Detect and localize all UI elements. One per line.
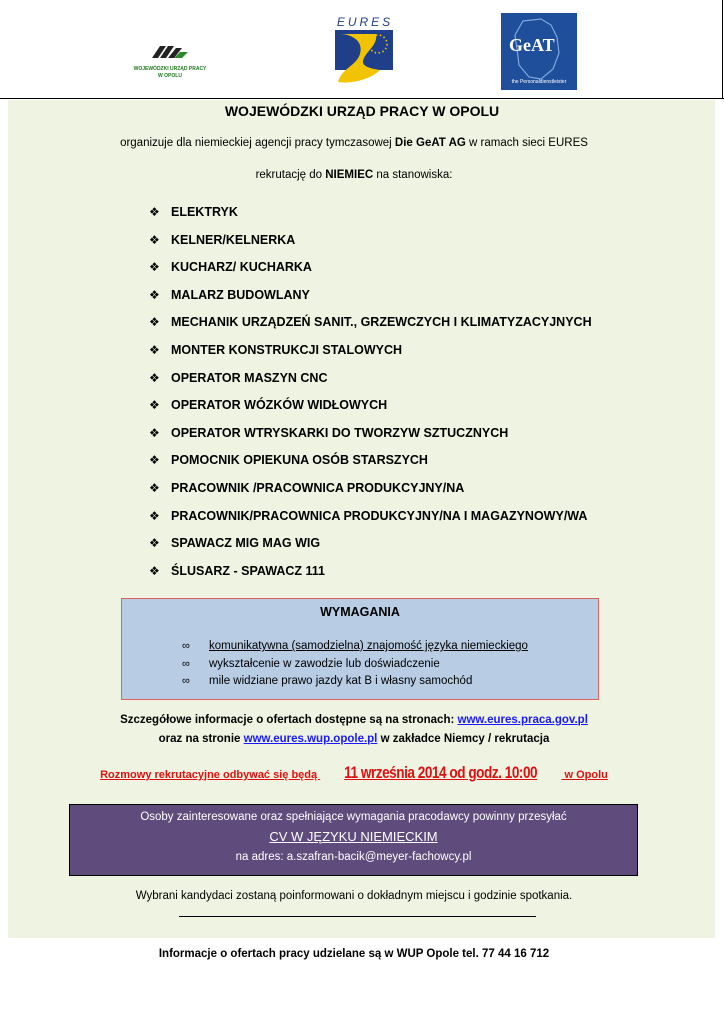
list-item: ∞ mile widziane prawo jazdy kat B i własny samochód [182,673,528,691]
wup-logo [130,40,210,90]
diamond-bullet-icon: ❖ [149,563,160,578]
chosen-candidates-note: Wybrani kandydaci zostaną poinformowani o dokładnym miejscu i godzinie spotkania. [135,890,573,902]
list-item: ❖ ŚLUSARZ - SPAWACZ 111 [149,560,592,588]
header-side-border [722,0,723,99]
list-item: ❖ MALARZ BUDOWLANY [149,284,592,312]
eures-wup-opole-link[interactable]: www.eures.wup.opole.pl [243,733,378,745]
list-item: ∞ wykształcenie w zawodzie lub doświadczenie [182,656,528,674]
header [0,0,724,100]
wup-logo-icon [130,40,210,66]
geat-logo-subtitle: the Personaldienstleister [511,79,567,85]
eures-logo [330,14,400,90]
requirements-box [121,598,599,700]
diamond-bullet-icon: ❖ [149,260,160,275]
eures-praca-link[interactable]: www.eures.praca.gov.pl [457,714,588,726]
list-item: ❖ POMOCNIK OPIEKUNA OSÓB STARSZYCH [149,449,592,477]
diamond-bullet-icon: ❖ [149,287,160,302]
job-list [149,201,592,587]
divider [179,916,536,917]
infinity-bullet-icon: ∞ [182,640,190,652]
diamond-bullet-icon: ❖ [149,398,160,413]
diamond-bullet-icon: ❖ [149,205,160,219]
diamond-bullet-icon: ❖ [149,453,160,468]
list-item: ❖ OPERATOR MASZYN CNC [149,367,592,395]
diamond-bullet-icon: ❖ [149,232,160,247]
infinity-bullet-icon: ∞ [182,675,190,687]
requirements-title: WYMAGANIA [320,605,400,619]
intro-line-2: rekrutację do NIEMIEC na stanowiska: [255,169,453,181]
diamond-bullet-icon: ❖ [149,370,160,385]
list-item: ❖ MECHANIK URZĄDZEŃ SANIT., GRZEWCZYCH I KLIMATYZACYJNYCH [149,311,592,339]
list-item: ❖ SPAWACZ MIG MAG WIG [149,532,592,560]
geat-logo-text: GeAT [509,35,555,55]
application-email: na adres: a.szafran-bacik@meyer-fachowcy.pl [235,851,472,863]
application-line-2: CV W JĘZYKU NIEMIECKIM [269,829,438,844]
geat-logo [501,13,577,90]
infinity-bullet-icon: ∞ [182,657,190,670]
page-title: WOJEWÓDZKI URZĄD PRACY W OPOLU [224,103,500,119]
footer-contact: Informacje o ofertach pracy udzielane są w WUP Opole tel. 77 44 16 712 [158,948,550,960]
diamond-bullet-icon: ❖ [149,425,160,440]
list-item: ∞ komunikatywna (samodzielna) znajomość języka niemieckiego [182,638,528,656]
country-name: NIEMIEC [325,169,374,181]
diamond-bullet-icon: ❖ [149,342,160,357]
info-line-2: oraz na stronie www.eures.wup.opole.pl w zakładce Niemcy / rekrutacja [158,733,550,745]
list-item: ❖ KELNER/KELNERKA [149,229,592,257]
list-item: ❖ OPERATOR WTRYSKARKI DO TWORZYW SZTUCZNYCH [149,422,592,450]
company-name: Die GeAT AG [394,137,466,149]
list-item: ❖ KUCHARZ/ KUCHARKA [149,256,592,284]
list-item: ❖ PRACOWNIK/PRACOWNICA PRODUKCYJNY/NA I MAGAZYNOWY/WA [149,505,592,533]
diamond-bullet-icon: ❖ [149,536,160,551]
header-divider [0,98,724,99]
list-item: ❖ MONTER KONSTRUKCJI STALOWYCH [149,339,592,367]
application-line-1: Osoby zainteresowane oraz spełniające wymagania pracodawcy powinny przesyłać [140,811,567,823]
list-item: ❖ PRACOWNIK /PRACOWNICA PRODUKCYJNY/NA [149,477,592,505]
meeting-date: 11 września 2014 od godz. 10:00 [344,763,538,782]
wup-logo-caption: WOJEWÓDZKI URZĄD PRACY W OPOLU [133,66,207,79]
diamond-bullet-icon: ❖ [149,315,160,330]
requirements-list [182,638,528,691]
meeting-announcement: Rozmowy rekrutacyjne odbywać się będą 11 września 2014 od godz. 10:00 w Opolu [0,760,708,788]
diamond-bullet-icon: ❖ [149,508,160,523]
list-item: ❖ OPERATOR WÓZKÓW WIDŁOWYCH [149,394,592,422]
intro-line: organizuje dla niemieckiej agencji pracy tymczasowej Die GeAT AG w ramach sieci EURES [120,137,588,149]
eures-logo-text: EURES [336,15,394,29]
application-box [69,804,638,876]
eures-logo-icon [330,14,400,90]
info-line-1: Szczegółowe informacje o ofertach dostępne są na stronach: www.eures.praca.gov.pl [120,714,588,726]
diamond-bullet-icon: ❖ [149,480,160,495]
list-item: ❖ ELEKTRYK [149,201,592,229]
